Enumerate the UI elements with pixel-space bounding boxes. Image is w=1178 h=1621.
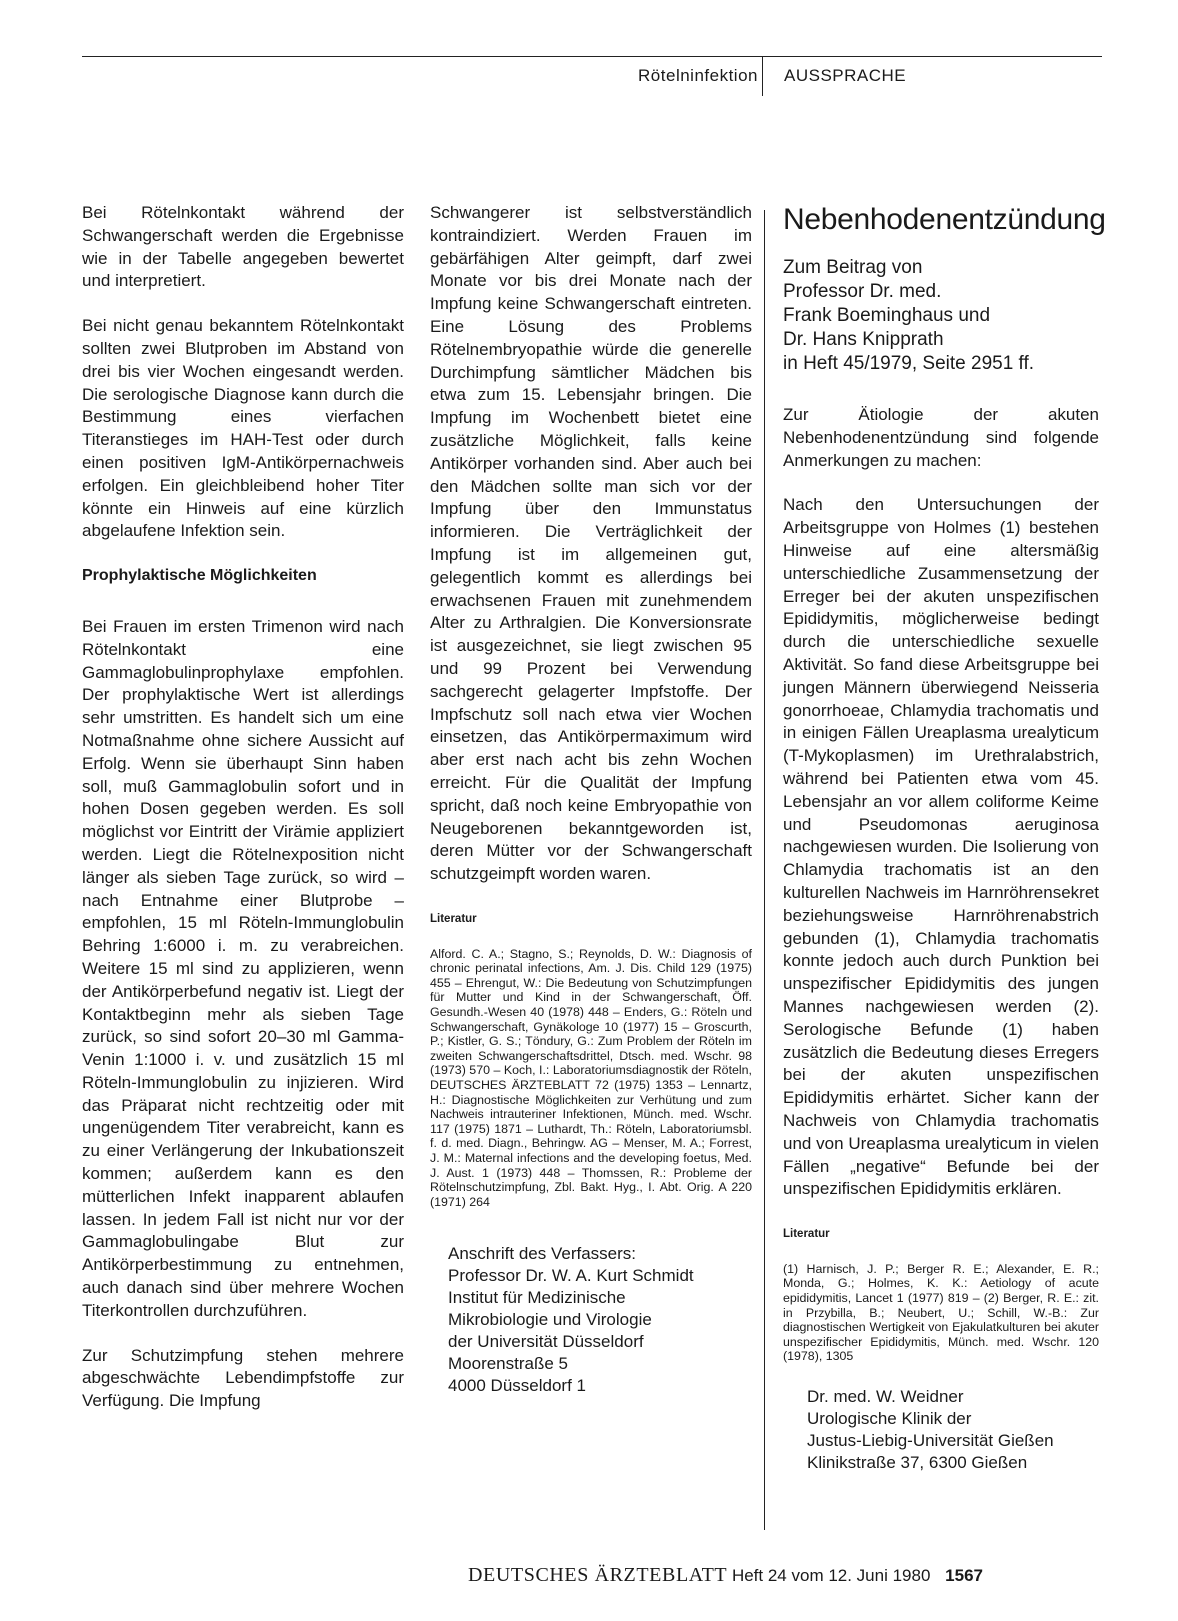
address-line: der Universität Düsseldorf xyxy=(448,1332,644,1352)
column-3 xyxy=(783,202,1106,1474)
paragraph: Bei Rötelnkontakt während der Schwangerschaft werden die Ergebnisse wie in der Tabelle angegeben bewertet und interpretiert. xyxy=(82,203,404,291)
author-address xyxy=(430,1243,752,1397)
running-header-category: AUSSPRACHE xyxy=(784,66,907,85)
address-line: Professor Dr. W. A. Kurt Schmidt xyxy=(448,1266,694,1286)
address-line: Urologische Klinik der xyxy=(807,1409,972,1429)
column-1 xyxy=(82,202,404,1435)
address-line: Institut für Medizinische xyxy=(448,1288,626,1308)
intro-line: Frank Boeminghaus und xyxy=(783,305,991,326)
paragraph: Nach den Untersuchungen der Arbeitsgruppe von Holmes (1) bestehen Hinweise auf eine altersmäßig unterschiedliche Zusammensetzung der Erreger bei der akuten unspezifischen Epididymitis, möglicherweise bedingt durch die unterschiedliche sexuelle Aktivität. So fand diese Arbeitsgruppe bei jungen Männern überwiegend Neisseria gonorrhoeae, Chlamydia trachomatis und in einigen Fällen Ureaplasma urealyticum (T-Mykoplasmen) im Urethralabstrich, während bei Patienten etwa vom 45. Lebensjahr an vor allem coliforme Keime und Pseudomonas aeruginosa nachgewiesen wurden. Die Isolierung von Chlamydia trachomatis ist an den kulturellen Nachweis im Harnröhrensekret beziehungsweise Harnröhrenabstrich gebunden (1), Chlamydia trachomatis konnte jedoch auch durch Punktion bei unspezifischer Epididymitis des jungen Mannes nachgewiesen werden (2). Serologische Befunde (1) haben zusätzlich die Bedeutung dieses Erregers bei der akuten unspezifischen Epididymitis erhärtet. Sicher kann der Nachweis von Chlamydia trachomatis und von Ureaplasma urealyticum in vielen Fällen „negative“ Befunde bei der unspezifischen Epididymitis erklären. xyxy=(783,495,1099,1199)
paragraph: Zur Ätiologie der akuten Nebenhodenentzündung sind folgende Anmerkungen zu machen: xyxy=(783,405,1099,470)
page-footer xyxy=(468,1564,983,1587)
author-address xyxy=(783,1386,1099,1474)
article-intro xyxy=(783,256,1099,376)
header-divider xyxy=(762,57,763,96)
paragraph: Schwangerer ist selbstverständlich kontraindiziert. Werden Frauen im gebärfähigen Alter geimpft, darf zwei Monate vor bis drei Monate nach der Impfung keine Schwangerschaft eintreten. Eine Lösung des Problems Rötelnembryopathie würde die generelle Durchimpfung sämtlicher Mädchen bis etwa zum 15. Lebensjahr bringen. Die Impfung im Wochenbett bietet eine zusätzliche Möglichkeit, falls keine Antikörper vorhanden sind. Aber auch bei den Mädchen sollte man sich vor der Impfung über den Immunstatus informieren. Die Verträglichkeit der Impfung ist im allgemeinen gut, gelegentlich kommt es allerdings bei erwachsenen Frauen mit zunehmendem Alter zu Arthralgien. Die Konversionsrate ist ausgezeichnet, sie liegt zwischen 95 und 99 Prozent bei Verwendung sachgerecht gelagerter Impfstoffe. Der Impfschutz soll nach etwa vier Wochen einsetzen, das Antikörpermaximum wird aber erst nach acht bis zehn Wochen erreicht. Für die Qualität der Impfung spricht, daß noch keine Embryopathie von Neugeborenen bekanntgeworden ist, deren Mütter vor der Schwangerschaft schutzgeimpft worden waren. xyxy=(430,203,752,884)
intro-line: Dr. Hans Knipprath xyxy=(783,329,944,350)
address-line: 4000 Düsseldorf 1 xyxy=(448,1376,586,1396)
page-number: 1567 xyxy=(945,1566,983,1585)
article-title: Nebenhodenentzündung xyxy=(783,203,1106,236)
literature-list: (1) Harnisch, J. P.; Berger R. E.; Alexander, E. R.; Monda, G.; Holmes, K. K.: Aetiology of acute epididymitis, Lancet 1 (1977) 819 – (2) Berger, R. E.: zit. in Przybilla, B.; Neubert, U.; Schill, W.-B.: Zur diagnostischen Wertigkeit von Ejakulatkulturen bei akuter unspezifischer Epididymitis, Münch. med. Wschr. 120 (1978), 1305 xyxy=(783,1261,1099,1364)
address-line: Anschrift des Verfassers: xyxy=(448,1244,637,1264)
issue-info: Heft 24 vom 12. Juni 1980 xyxy=(731,1566,931,1585)
paragraph: Bei nicht genau bekanntem Rötelnkontakt sollten zwei Blutproben im Abstand von drei bis vier Wochen eingesandt werden. Die serologische Diagnose kann durch die Bestimmung eines vierfachen Titeranstieges im HAH-Test oder durch einen positiven IgM-Antikörpernachweis erfolgen. Ein gleichbleibend hoher Titer könnte ein Hinweis auf eine kürzlich abgelaufene Infektion sein. xyxy=(82,316,404,541)
paragraph: Bei Frauen im ersten Trimenon wird nach Rötelnkontakt eine Gammaglobulinprophylaxe empfohlen. Der prophylaktische Wert ist allerdings sehr umstritten. Es handelt sich um eine Notmaßnahme ohne sichere Aussicht auf Erfolg. Wenn sie überhaupt Sinn haben soll, muß Gammaglobulin sofort und in hohen Dosen gegeben werden. Es soll möglichst vor Eintritt der Virämie appliziert werden. Liegt die Rötelnexposition nicht länger als sieben Tage zurück, so wird – nach Entnahme einer Blutprobe – empfohlen, 15 ml Röteln-Immunglobulin Behring 1:6000 i. m. zu verabreichen. Weitere 15 ml sind zu applizieren, wenn der Antikörperbefund negativ ist. Liegt der Kontaktbeginn mehr als sieben Tage zurück, so sind sofort 20–30 ml Gamma-Venin 1:1000 i. v. und zusätzlich 15 ml Röteln-Immunglobulin zu injizieren. Wird das Präparat nicht rechtzeitig oder mit ungenügendem Titer verabreicht, kann es zu einer Verlängerung der Inkubationszeit kommen; außerdem kann es den mütterlichen Infekt inapparent ablaufen lassen. In jedem Fall ist nicht nur vor der Gammaglobulingabe Blut zur Antikörperbestimmung zu entnehmen, auch danach sind über mehrere Wochen Titerkontrollen durchzuführen. xyxy=(82,616,404,1320)
literature-heading: Literatur xyxy=(430,912,477,925)
intro-line: Zum Beitrag von xyxy=(783,257,923,278)
address-line: Justus-Liebig-Universität Gießen xyxy=(807,1431,1054,1451)
running-header-section: Rötelninfektion xyxy=(638,66,758,85)
intro-line: in Heft 45/1979, Seite 2951 ff. xyxy=(783,353,1035,374)
section-heading: Prophylaktische Möglichkeiten xyxy=(82,567,317,585)
literature-list: Alford. C. A.; Stagno, S.; Reynolds, D. W.: Diagnosis of chronic perinatal infections, Am. J. Dis. Child 129 (1975) 455 – Ehrengut, W.: Die Bedeutung von Schutzimpfungen für Mutter und Kind in der Schwangerschaft, Öff. Gesundh.-Wesen 40 (1978) 448 – Enders, G.: Röteln und Schwangerschaft, Gynäkologe 10 (1977) 15 – Groscurth, P.; Kistler, G. S.; Töndury, G.: Zum Problem der Röteln im zweiten Schwangerschaftsdrittel, Dtsch. med. Wschr. 98 (1973) 570 – Koch, I.: Laboratoriumsdiagnostik der Röteln, DEUTSCHES ÄRZTEBLATT 72 (1975) 1353 – Lennartz, H.: Diagnostische Möglichkeiten zur Verhütung und zum Nachweis intrauteriner Infektionen, Münch. med. Wschr. 117 (1975) 1871 – Luthardt, Th.: Röteln, Laboratoriumsbl. f. d. med. Diagn., Behringw. AG – Menser, M. A.; Forrest, J. M.: Maternal infections and the developing foetus, Med. J. Aust. 1 (1973) 448 – Thomssen, R.: Probleme der Rötelnschutzimpfung, Zbl. Bakt. Hyg., I. Abt. Orig. A 220 (1971) 264 xyxy=(430,946,752,1209)
paragraph: Zur Schutzimpfung stehen mehrere abgeschwächte Lebendimpfstoffe zur Verfügung. Die Impfung xyxy=(82,1345,404,1411)
journal-name: DEUTSCHES ÄRZTEBLATT xyxy=(468,1564,728,1586)
column-2 xyxy=(430,202,752,1397)
top-rule xyxy=(82,56,1102,57)
address-line: Dr. med. W. Weidner xyxy=(807,1387,964,1407)
column-divider xyxy=(764,210,765,1530)
address-line: Moorenstraße 5 xyxy=(448,1354,568,1374)
address-line: Mikrobiologie und Virologie xyxy=(448,1310,652,1330)
literature-heading: Literatur xyxy=(783,1228,830,1241)
intro-line: Professor Dr. med. xyxy=(783,281,942,302)
address-line: Klinikstraße 37, 6300 Gießen xyxy=(807,1453,1028,1473)
